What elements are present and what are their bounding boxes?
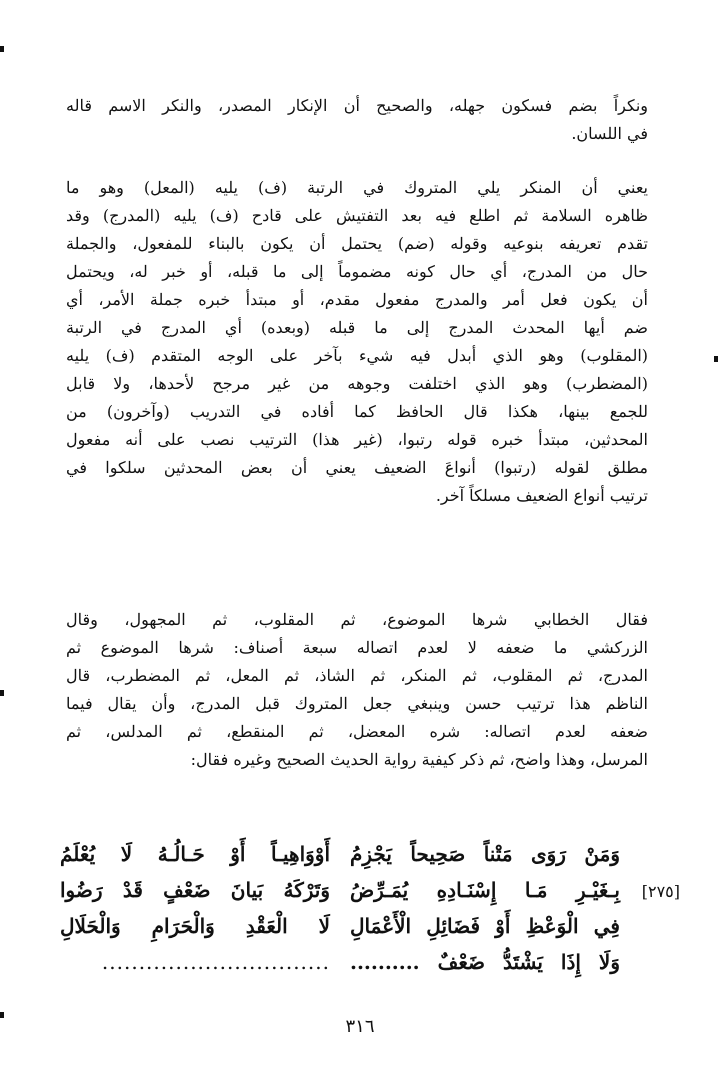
verse-first-hemistich: بِـغَيْـرِ مَـا إِسْنَـادِهِ يُمَـرِّضُ [350, 878, 620, 902]
text-line: (المقلوب) وهو الذي أبدل فيه شيء بآخر على الوجه المتقدم (ف) يليه [66, 346, 649, 365]
verse-second-hemistich: لَا الْعَقْدِ وَالْحَرَامِ وَالْحَلَالِ [60, 914, 330, 938]
text-line: ضعفه لعدم اتصاله: شره المعضل، ثم المنقطع، ثم المدلس، ثم [66, 722, 648, 741]
poem-verse [40, 836, 680, 872]
binding-mark [0, 46, 4, 52]
poem-verse [40, 872, 680, 908]
text-line: في اللسان. [571, 124, 648, 143]
text-line: أن يكون فعل أمر والمدرج مفعول مقدم، أو مبتدأ خبره جملة الأمر، أي [66, 290, 648, 309]
text-line: الناظم هذا ترتيب حسن وينبغي جعل المتروك قبل المدرج، وأن يقال فيما [66, 694, 649, 713]
poem-block [40, 836, 680, 980]
text-line: ونكراً بضم فسكون جهله، والصحيح أن الإنكار المصدر، والنكر الاسم قاله [66, 96, 648, 115]
text-line: (المضطرب) وهو الذي اختلفت وجوهه من غير مرجح لأحدها، ولا قابل [66, 374, 648, 393]
verse-first-hemistich: وَلَا إِذَا يَشْتَدُّ ضَعْفٌ .......... [350, 950, 620, 974]
page-number: ٣١٦ [345, 1016, 375, 1037]
verse-first-hemistich: فِي الْوَعْظِ أَوْ فَضَائِلِ الْأَعْمَالِ [350, 914, 620, 938]
text-line: تقدم تعريفه بنوعيه وقوله (ضم) يحتمل أن يكون بالبناء للمفعول، والجملة [66, 234, 648, 253]
text-line: حال من المدرج، أي حال كونه مضموماً إلى ما قبله، أو خبر له، ويحتمل [66, 262, 648, 281]
paragraph-2 [66, 174, 648, 510]
text-line: الزركشي ما ضعفه لا لعدم اتصاله سبعة أصناف: شرها الموضوع ثم [66, 638, 648, 657]
paragraph-3 [66, 606, 648, 774]
text-line: للجمع بينها، هكذا قال الحافظ كما أفاده في التدريب (وآخرون) من [66, 402, 648, 421]
text-line: مطلق لقوله (رتبوا) أنواعَ الضعيف يعني أن بعض المحدثين سلكوا في [66, 458, 649, 477]
binding-mark [714, 356, 718, 362]
text-line: المدرج، ثم المقلوب، ثم المنكر، ثم الشاذ، ثم المعل، ثم المضطرب، قال [66, 666, 648, 685]
text-line: ترتيب أنواع الضعيف مسلكاً آخر. [435, 486, 648, 505]
verse-first-hemistich: وَمَنْ رَوَى مَتْناً صَحِيحاً يَجْزِمُ [350, 842, 620, 866]
text-line: يعني أن المنكر يلي المتروك في الرتبة (ف) يليه (المعل) وهو ما [66, 178, 649, 197]
text-line: ظاهره السلامة ثم اطلع فيه بعد التفتيش على قادح (ف) يليه (المدرج) وقد [66, 206, 648, 225]
text-line: المحدثين، مبتدأ خبره قوله رتبوا، (غير هذا) الترتيب نصب على أنه مفعول [66, 430, 648, 449]
text-line: ضم أيها المحدث المدرج إلى ما قبله (وبعده) أي المدرج في الرتبة [66, 318, 648, 337]
text-line: فقال الخطابي شرها الموضوع، ثم المقلوب، ثم المجهول، وقال [66, 610, 648, 629]
verse-second-hemistich: وَتَرْكَهُ بَيانَ ضَعْفٍ قَدْ رَضُوا [60, 878, 330, 902]
verse-number: [٢٧٥] [641, 882, 680, 901]
poem-verse [40, 908, 680, 944]
binding-mark [0, 690, 4, 696]
binding-mark [0, 1012, 4, 1018]
paragraph-1 [66, 92, 648, 148]
verse-second-hemistich: ............................... [101, 950, 330, 974]
text-line: المرسل، وهذا واضح، ثم ذكر كيفية رواية الحديث الصحيح وغيره فقال: [190, 750, 648, 769]
poem-verse [40, 944, 680, 980]
verse-second-hemistich: أَوْوَاهِيـاً أَوْ حَـالُـهُ لَا يُعْلَمُ [60, 842, 330, 866]
